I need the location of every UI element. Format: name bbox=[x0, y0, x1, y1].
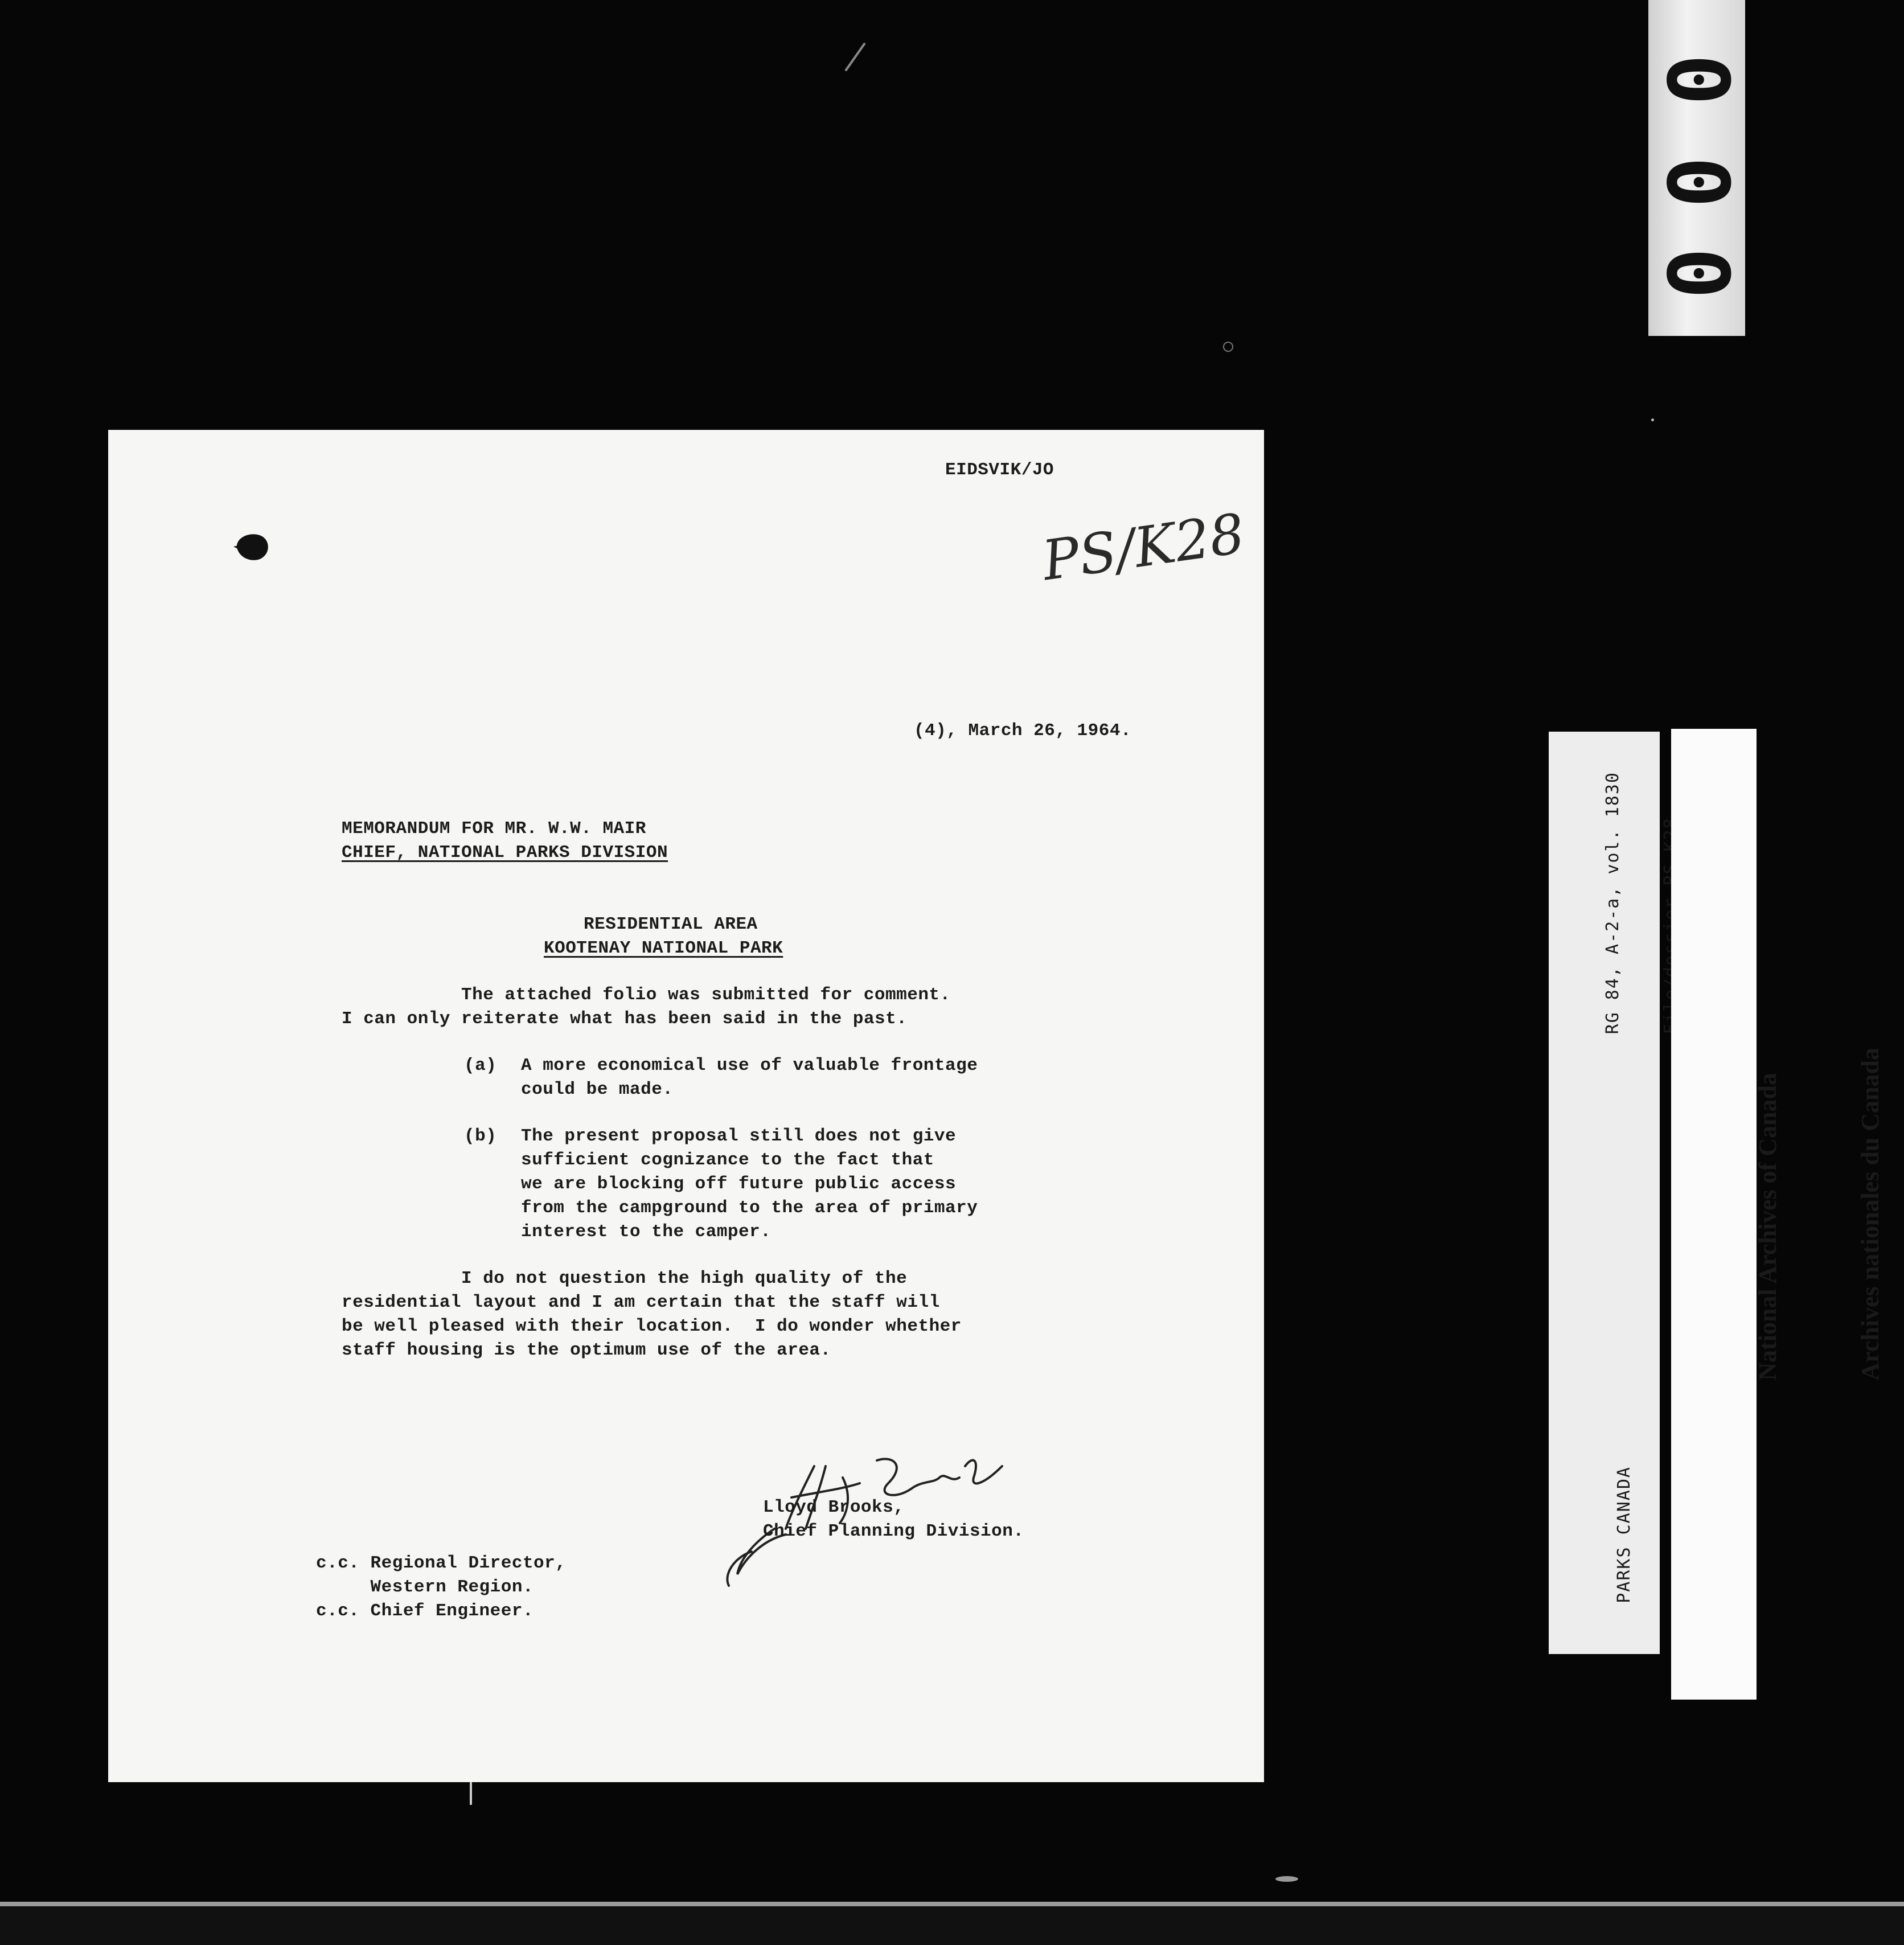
signer-title: Chief Planning Division. bbox=[763, 1521, 1024, 1541]
list-item-text: could be made. bbox=[521, 1080, 674, 1099]
agency-name: PARKS CANADA bbox=[1614, 1466, 1634, 1603]
body-text: I can only reiterate what has been said in the past. bbox=[342, 1009, 908, 1029]
cc-line: c.c. Regional Director, bbox=[316, 1553, 567, 1573]
body-text: I do not question the high quality of the bbox=[461, 1269, 908, 1289]
cc-line: c.c. Chief Engineer. bbox=[316, 1601, 534, 1621]
reference-initials: EIDSVIK/JO bbox=[945, 460, 1054, 480]
body-text: residential layout and I am certain that the staff will bbox=[342, 1292, 940, 1312]
list-item-text: The present proposal still does not give bbox=[521, 1126, 957, 1146]
dust-speck bbox=[1223, 342, 1233, 352]
ink-blot bbox=[232, 530, 272, 564]
archive-reference-label bbox=[1549, 732, 1660, 1654]
list-item-text: we are blocking off future public access bbox=[521, 1174, 957, 1194]
list-item-text: A more economical use of valuable frontage bbox=[521, 1056, 978, 1076]
counter-digit: 0 bbox=[1647, 247, 1746, 299]
frame-counter bbox=[1648, 0, 1745, 336]
subject-line: KOOTENAY NATIONAL PARK bbox=[544, 938, 783, 958]
memo-page bbox=[108, 430, 1264, 1782]
body-text: staff housing is the optimum use of the area. bbox=[342, 1340, 831, 1360]
archive-reference: RG 84, A-2-a, vol. 1830 bbox=[1603, 772, 1623, 1035]
archives-name: National Archives of Canada Archives nationales du Canada bbox=[1754, 1048, 1884, 1381]
list-marker: (b) bbox=[464, 1126, 497, 1146]
dust-speck bbox=[1651, 418, 1654, 421]
dust-speck bbox=[1275, 1876, 1298, 1882]
body-text: be well pleased with their location. I do wonder whether bbox=[342, 1316, 962, 1336]
addressee-name: MEMORANDUM FOR MR. W.W. MAIR bbox=[342, 819, 646, 839]
signer-name: Lloyd Brooks, bbox=[763, 1497, 905, 1517]
film-edge-rule bbox=[0, 1902, 1904, 1906]
counter-digit: 0 bbox=[1647, 54, 1746, 106]
list-marker: (a) bbox=[464, 1056, 497, 1076]
handwritten-file-mark: PS/K28 bbox=[1038, 501, 1249, 593]
list-item-text: sufficient cognizance to the fact that bbox=[521, 1150, 934, 1170]
national-archives-label bbox=[1671, 729, 1884, 1700]
addressee-title: CHIEF, NATIONAL PARKS DIVISION bbox=[342, 843, 668, 863]
subject-line: RESIDENTIAL AREA bbox=[584, 914, 758, 934]
dust-speck bbox=[470, 1782, 472, 1805]
film-edge-strip bbox=[0, 1906, 1904, 1945]
list-item-text: interest to the camper. bbox=[521, 1222, 772, 1242]
body-text: The attached folio was submitted for comment. bbox=[461, 985, 951, 1005]
counter-digit: 0 bbox=[1647, 156, 1746, 208]
cc-line: Western Region. bbox=[316, 1577, 534, 1597]
memo-date: (4), March 26, 1964. bbox=[914, 721, 1132, 741]
list-item-text: from the campground to the area of primary bbox=[521, 1198, 978, 1218]
